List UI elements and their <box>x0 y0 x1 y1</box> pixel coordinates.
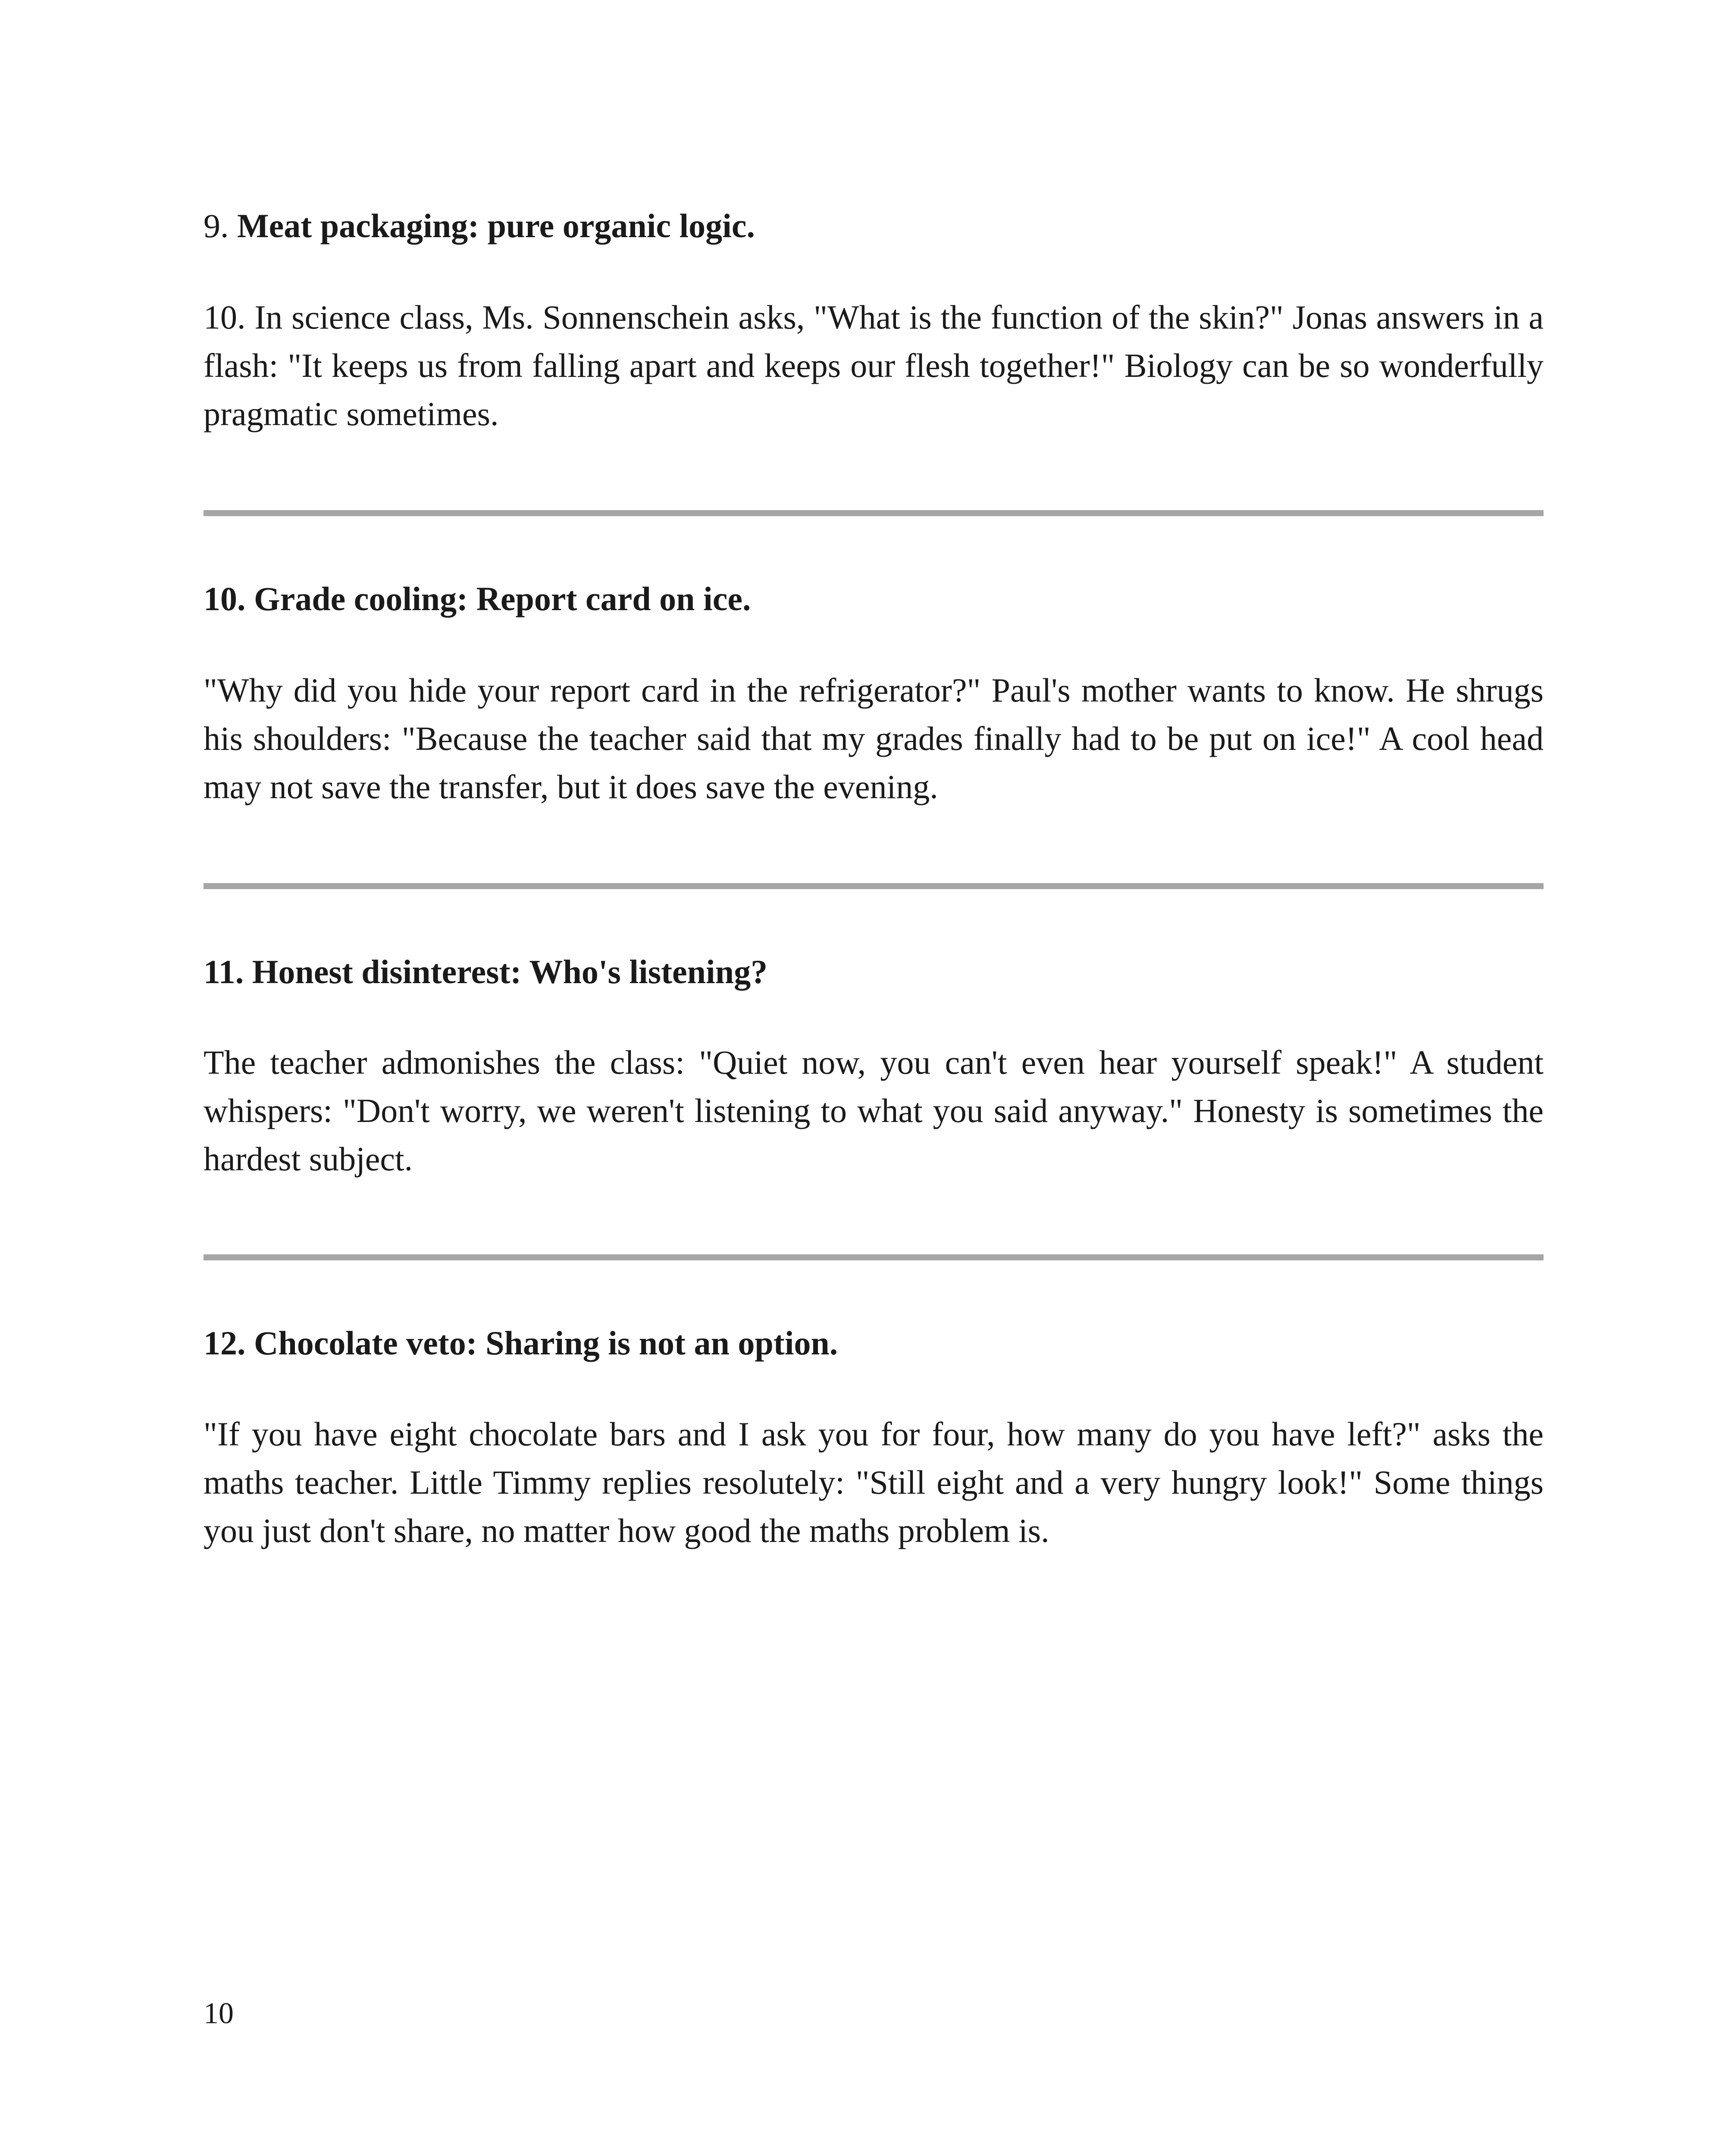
section-number: 9. <box>204 207 229 244</box>
section-body: 10. In science class, Ms. Sonnenschein asks, "What is the function of the skin?" Jonas answers in a flash: "It keeps us from falling apart and keeps our flesh together!" Biology can be so wonderfully pragmatic sometimes. <box>204 298 1544 432</box>
section-title: Grade cooling: Report card on ice. <box>254 580 751 617</box>
section-number: 12. <box>204 1324 246 1362</box>
section-title: Honest disinterest: Who's listening? <box>252 953 768 990</box>
section-number: 11. <box>204 953 244 990</box>
section-divider <box>204 883 1544 889</box>
section-divider <box>204 1254 1544 1260</box>
document-page <box>204 0 1544 2156</box>
section-title: Chocolate veto: Sharing is not an option. <box>254 1324 838 1362</box>
section-divider <box>204 510 1544 516</box>
section-body: "Why did you hide your report card in the refrigerator?" Paul's mother wants to know. He shrugs his shoulders: "Because the teacher said that my grades finally had to be put on ice!" A cool head may not save the transfer, but it does save the evening. <box>204 671 1544 805</box>
section-heading <box>204 202 1544 250</box>
section-heading <box>204 575 1544 623</box>
section-body: "If you have eight chocolate bars and I ask you for four, how many do you have left?" asks the maths teacher. Little Timmy replies resolutely: "Still eight and a very hungry look!" Some things you just don't share, no matter how good the maths problem is. <box>204 1415 1544 1549</box>
section-heading <box>204 1319 1544 1367</box>
section-number: 10. <box>204 580 246 617</box>
section-title: Meat packaging: pure organic logic. <box>237 207 755 244</box>
section-body: The teacher admonishes the class: "Quiet now, you can't even hear yourself speak!" A student whispers: "Don't worry, we weren't listening to what you said anyway." Honesty is sometimes the hardest subject. <box>204 1044 1544 1178</box>
section-heading <box>204 948 1544 996</box>
page-number: 10 <box>204 1997 234 2030</box>
